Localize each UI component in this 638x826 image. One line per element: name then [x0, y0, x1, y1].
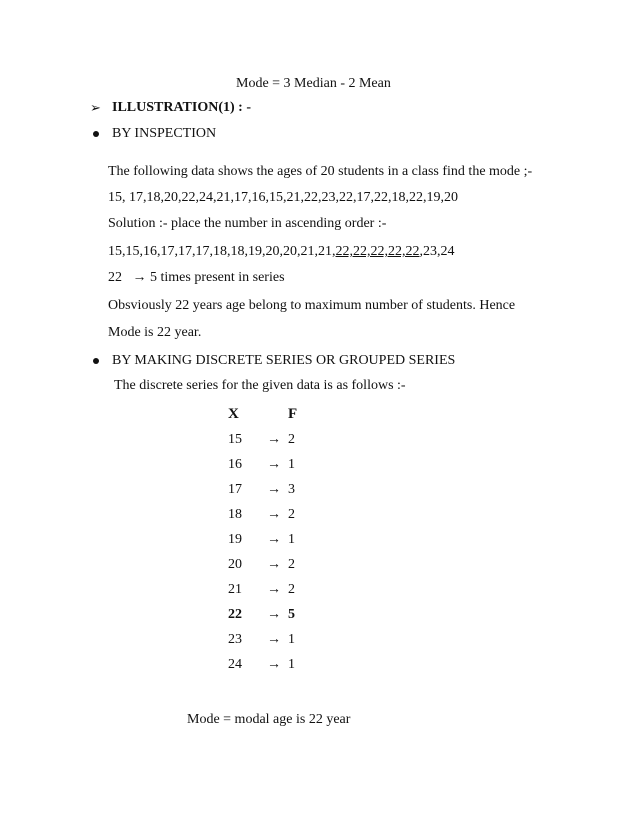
- table-row: [228, 477, 318, 502]
- discrete-series-table: [228, 402, 318, 677]
- x-value: 19: [228, 531, 242, 547]
- x-value: 17: [228, 481, 242, 497]
- table-row: [228, 427, 318, 452]
- f-value: 1: [288, 631, 295, 647]
- sorted-data-line: [108, 243, 455, 261]
- x-value: 23: [228, 631, 242, 647]
- sorted-mode-values: 22,22,22,22,22: [335, 244, 420, 259]
- x-value: 20: [228, 556, 242, 572]
- x-value: 18: [228, 506, 242, 522]
- arrow-bullet-icon: ➢: [90, 100, 101, 115]
- section-heading-discrete: BY MAKING DISCRETE SERIES OR GROUPED SERIES: [112, 353, 456, 368]
- arrow-icon: →: [267, 606, 281, 622]
- conclusion-line-2: Mode is 22 year.: [108, 325, 202, 340]
- count-line: [108, 269, 285, 287]
- solution-text: Solution :- place the number in ascending order :-: [108, 216, 387, 231]
- f-value: 2: [288, 556, 295, 572]
- spacer-cell: [260, 402, 288, 427]
- table-row: [228, 452, 318, 477]
- table-header: [228, 402, 318, 427]
- arrow-icon: →: [267, 456, 281, 472]
- arrow-icon: →: [267, 506, 281, 522]
- arrow-icon: →: [267, 531, 281, 547]
- table-row-mode: [228, 602, 318, 627]
- intro-text: The following data shows the ages of 20 students in a class find the mode ;-: [108, 164, 533, 179]
- f-value: 5: [288, 606, 295, 622]
- x-value: 22: [228, 606, 242, 622]
- arrow-icon: →: [267, 481, 281, 497]
- arrow-icon: →: [132, 270, 147, 285]
- sorted-prefix: 15,15,16,17,17,17,18,18,19,20,20,21,21,: [108, 244, 336, 259]
- x-value: 15: [228, 431, 242, 447]
- column-f-header: F: [288, 406, 298, 422]
- table-row: [228, 627, 318, 652]
- table-row: [228, 527, 318, 552]
- table-row: [228, 652, 318, 677]
- conclusion-line-1: Obsviously 22 years age belong to maximum number of students. Hence: [108, 298, 516, 313]
- table-row: [228, 552, 318, 577]
- table-row: [228, 502, 318, 527]
- mode-result: Mode = modal age is 22 year: [187, 712, 351, 727]
- f-value: 3: [288, 481, 295, 497]
- x-value: 21: [228, 581, 242, 597]
- illustration-heading: ILLUSTRATION(1) : -: [112, 100, 251, 115]
- f-value: 2: [288, 506, 295, 522]
- section-heading-inspection: BY INSPECTION: [112, 126, 217, 141]
- count-text: 5 times present in series: [150, 270, 285, 285]
- f-value: 2: [288, 581, 295, 597]
- x-value: 16: [228, 456, 242, 472]
- f-value: 1: [288, 656, 295, 672]
- table-row: [228, 577, 318, 602]
- discrete-intro: The discrete series for the given data is as follows :-: [114, 378, 406, 393]
- arrow-icon: →: [267, 556, 281, 572]
- f-value: 1: [288, 456, 295, 472]
- sorted-suffix: ,23,24: [419, 244, 455, 259]
- bullet-icon: [93, 358, 99, 364]
- f-value: 1: [288, 531, 295, 547]
- bullet-icon: [93, 131, 99, 137]
- count-value: 22: [108, 270, 122, 285]
- arrow-icon: →: [267, 631, 281, 647]
- mode-formula: Mode = 3 Median - 2 Mean: [236, 76, 391, 91]
- arrow-icon: →: [267, 431, 281, 447]
- x-value: 24: [228, 656, 242, 672]
- data-line: 15, 17,18,20,22,24,21,17,16,15,21,22,23,22,17,22,18,22,19,20: [108, 190, 458, 205]
- arrow-icon: →: [267, 581, 281, 597]
- f-value: 2: [288, 431, 295, 447]
- column-x-header: X: [228, 406, 239, 422]
- arrow-icon: →: [267, 656, 281, 672]
